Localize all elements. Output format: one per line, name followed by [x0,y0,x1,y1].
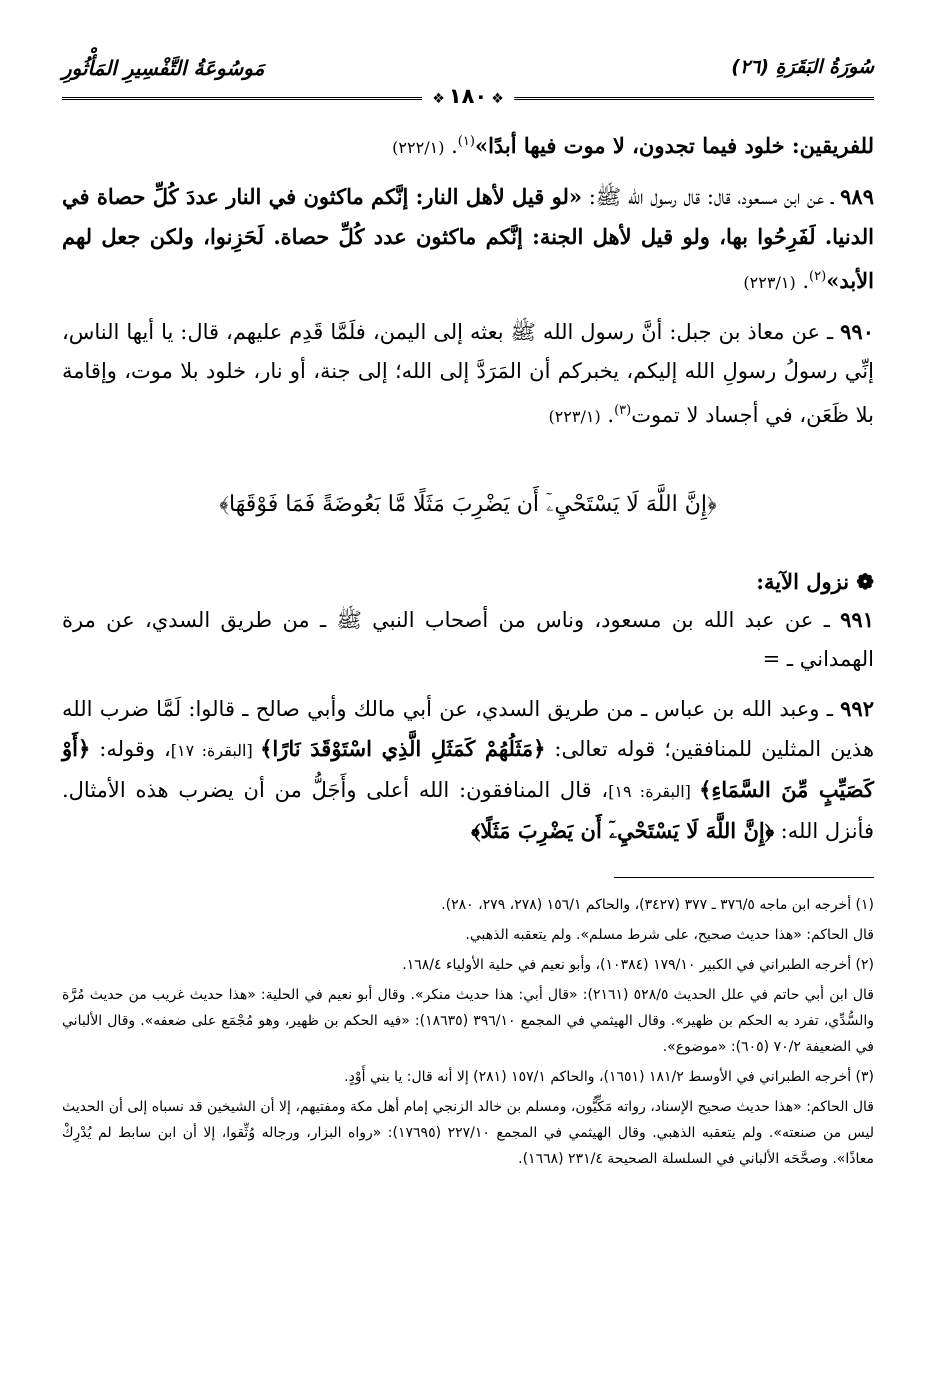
punctuation: . [795,269,810,293]
hadith-number: ٩٨٩ [840,184,874,209]
hadith-text: ـ عن عبد الله بن مسعود، وناس من أصحاب النبي ﷺ ـ من طريق السدي، عن مرة الهمداني ـ = [62,608,874,671]
footnote-3: (٣) أخرجه الطبراني في الأوسط ١٨١/٢ (١٦٥١)، والحاكم ١٥٧/١ (٢٨١) إلا أنه قال: يا بني أَوْدٍ. [344,1069,874,1085]
hadith-text: ـ عن معاذ بن جبل: أنَّ رسول الله ﷺ بعثه إلى اليمن، فلَمَّا قَدِم عليهم، قال: يا أيها الناس، إنِّي رسولُ رسولِ الله إليكم، يخبركم أن المَرَدَّ إلى الله؛ إلى جنة، أو نار، خلود بلا موت، وإقامة بلا ظَعَن، في أجساد لا تموت [62,320,874,427]
inline-verse: ﴿إِنَّ اللَّهَ لَا يَسْتَحْيِۦٓ أَن يَضْرِبَ مَثَلًا﴾ [471,818,774,843]
section-title: ❁ نزول الآية: [756,569,874,594]
hadith-number: ٩٩١ [840,607,874,632]
hadith-text: ، قال المنافقون: الله أعلى وأَجَلُّ من أن يضرب هذه الأمثال. فأنزل الله: [62,778,874,843]
footnote-marker: (٣) [614,403,632,418]
footnote-2: (٢) أخرجه الطبراني في الكبير ١٧٩/١٠ (١٠٣٨٤)، وأبو نعيم في حلية الأولياء ١٦٨/٤. [402,957,874,973]
page-number [422,84,514,108]
hadith-quote: «لو قيل لأهل النار: إنَّكم ماكثون في النار عددَ كُلِّ حصاة في الدنيا. لَفَرِحُوا بها، ولو قيل لأهل الجنة: إنَّكم ماكثون عدد كُلِّ حصاة. لَحَزِنوا، ولكن جعل لهم الأبد» [62,184,874,293]
hadith-989 [62,177,874,302]
page [62,50,874,1176]
book-title-header: مَوسُوعَةُ التَّفْسِيرِ المَأْثُورِ [62,56,265,80]
footnote-marker: (٢) [809,269,827,284]
hadith-number: ٩٩٢ [840,696,874,721]
hadith-text: ـ وعبد الله بن عباس ـ من طريق السدي، عن أبي مالك وأبي صالح ـ قالوا: لَمَّا ضرب الله هذين المثلين للمنافقين؛ قوله تعالى: [62,697,875,761]
ornament-icon: ❖ [491,91,504,107]
inline-verse: ﴿أَوْ كَصَيِّبٍ مِّنَ السَّمَاءِ﴾ [62,736,874,802]
hadith-text: للفريقين: خلود فيما تجدون، لا موت فيها أبدًا» [474,133,874,158]
punctuation: . [444,134,458,158]
footnote-2-note: قال ابن أبي حاتم في علل الحديث ٥٢٨/٥ (٢١٦١): «قال أبي: هذا حديث منكر». وقال أبو نعيم في الحلية: «هذا حديث غريب من حديث مُرَّة والسُّدِّي، تفرد به الحكم بن ظهير». وقال الهيثمي في المجمع ٣٩٦/١٠ (١٨٦٣٥): «فيه الحكم بن ظهير، وهو مُجْمَع على ضعفه». وقال الألباني في الضعيفة ٧٠/٢ (٦٠٥): «موضوع». [62,987,874,1055]
volume-reference: (٢٢٣/١) [743,273,796,292]
header-rule-right [514,97,874,100]
inline-verse: ﴿مَثَلُهُمْ كَمَثَلِ الَّذِي اسْتَوْقَدَ نَارًا﴾ [260,736,546,761]
hadith-text: ، وقوله: [90,737,171,761]
paragraph-continuation [62,122,874,167]
volume-reference: (٢٢٢/١) [392,138,445,157]
page-number-text: ١٨٠ [448,84,488,108]
ornament-icon: ❖ [432,91,445,107]
hadith-number: ٩٩٠ [840,319,874,344]
footnote-marker: (١) [457,134,475,149]
volume-reference: (٢٢٣/١) [548,407,601,426]
footnote-1-note: قال الحاكم: «هذا حديث صحيح، على شرط مسلم». ولم يتعقبه الذهبي. [465,927,874,943]
hadith-990 [62,312,874,436]
header-rule-left [62,97,422,100]
footnote-separator [614,877,874,878]
footnote-1: (١) أخرجه ابن ماجه ٣٧٦/٥ ـ ٣٧٧ (٣٤٢٧)، والحاكم ١٥٦/١ (٢٧٨، ٢٧٩، ٢٨٠). [441,897,874,913]
verse-reference: [البقرة: ١٩] [608,782,700,801]
verse-reference: [البقرة: ١٧] [170,741,261,760]
hadith-992 [62,689,874,851]
quran-verse: ﴿إِنَّ اللَّهَ لَا يَسْتَحْيِۦٓ أَن يَضْرِبَ مَثَلًا مَّا بَعُوضَةً فَمَا فَوْقَهَا﴾ [219,492,717,517]
footnote-3-note: قال الحاكم: «هذا حديث صحيح الإسناد، رواته مَكِّيُّون، ومسلم بن خالد الزنجي إمام أهل مكة ومفتيهم، إلا أن الشيخين قد نسباه إلى أن الحديث ليس من صنعته». ولم يتعقبه الذهبي. وقال الهيثمي في المجمع ٢٢٧/١٠ (١٧٦٩٥): «رواه البزار، ورجاله وُثِّقوا، إلا أن ابن سابط لم يُدْرِكْ معاذًا». وصحَّحَه الألباني في السلسلة الصحيحة ٢٣١/٤ (١٦٦٨). [62,1099,874,1167]
header-rule [62,84,874,108]
surah-header: سُورَةُ البَقَرَةِ (٢٦) [731,56,874,78]
hadith-intro: ـ عن ابن مسعود، قال: قال رسول الله ﷺ: [582,185,841,209]
hadith-991 [62,600,874,679]
punctuation: . [600,403,615,427]
